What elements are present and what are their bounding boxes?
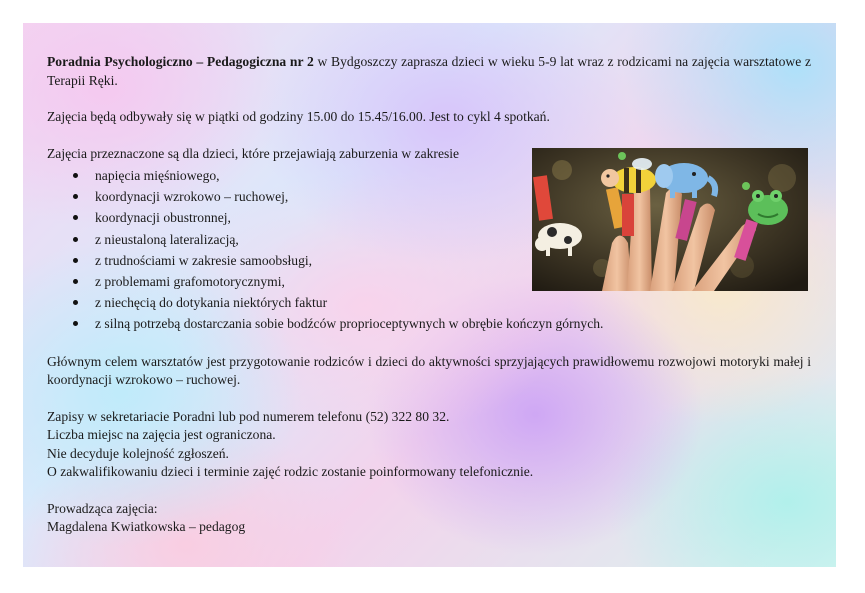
list-item: koordynacji obustronnej,: [73, 207, 811, 228]
list-item: z nieustaloną lateralizacją,: [73, 229, 811, 250]
leader-label: Prowadząca zajęcia:: [47, 500, 158, 516]
announcement-text: [47, 53, 811, 537]
organization-name: Poradnia Psychologiczno – Pedagogiczna nr 2: [47, 54, 314, 69]
leader-section: [47, 500, 811, 537]
signup-line: O zakwalifikowaniu dzieci i terminie zajęć rodzic zostanie poinformowany telefonicznie.: [47, 464, 534, 480]
list-item: napięcia mięśniowego,: [73, 165, 811, 186]
bullet-icon: [73, 194, 78, 199]
goal-paragraph: Głównym celem warsztatów jest przygotowanie rodziców i dzieci do aktywności sprzyjających prawidłowemu rozwojowi motoryki małej i koordynacji wzrokowo – ruchowej.: [47, 353, 811, 388]
bullet-icon: [73, 237, 78, 242]
bullet-icon: [73, 258, 78, 263]
bullet-icon: [73, 173, 78, 178]
poster: [23, 23, 836, 567]
bullet-icon: [73, 321, 78, 326]
bullet-icon: [73, 279, 78, 284]
intro-paragraph: [47, 53, 811, 90]
conditions-list: [47, 165, 811, 335]
list-item: z trudnościami w zakresie samoobsługi,: [73, 250, 811, 271]
list-item: z problemami grafomotorycznymi,: [73, 271, 811, 292]
target-lead: Zajęcia przeznaczone są dla dzieci, które przejawiają zaburzenia w zakresie: [47, 145, 460, 161]
schedule-paragraph: Zajęcia będą odbywały się w piątki od godziny 15.00 do 15.45/16.00. Jest to cykl 4 spotkań.: [47, 109, 550, 124]
bullet-icon: [73, 215, 78, 220]
signup-line: Nie decyduje kolejność zgłoszeń.: [47, 445, 229, 461]
leader-name: Magdalena Kwiatkowska – pedagog: [47, 519, 246, 535]
bullet-icon: [73, 300, 78, 305]
signup-line: Liczba miejsc na zajęcia jest ograniczona.: [47, 427, 276, 443]
intro-text: w Bydgoszczy zaprasza dzieci w wieku 5-9 lat wraz z rodzicami na zajęcia warsztatowe z Terapii Ręki.: [47, 54, 811, 88]
list-item: z niechęcią do dotykania niektórych faktur: [73, 292, 811, 313]
list-item: z silną potrzebą dostarczania sobie bodźców proprioceptywnych w obrębie kończyn górnych.: [73, 313, 811, 334]
target-section: [47, 145, 811, 335]
signup-section: [47, 408, 811, 482]
signup-line: Zapisy w sekretariacie Poradni lub pod numerem telefonu (52) 322 80 32.: [47, 408, 450, 424]
list-item: koordynacji wzrokowo – ruchowej,: [73, 186, 811, 207]
